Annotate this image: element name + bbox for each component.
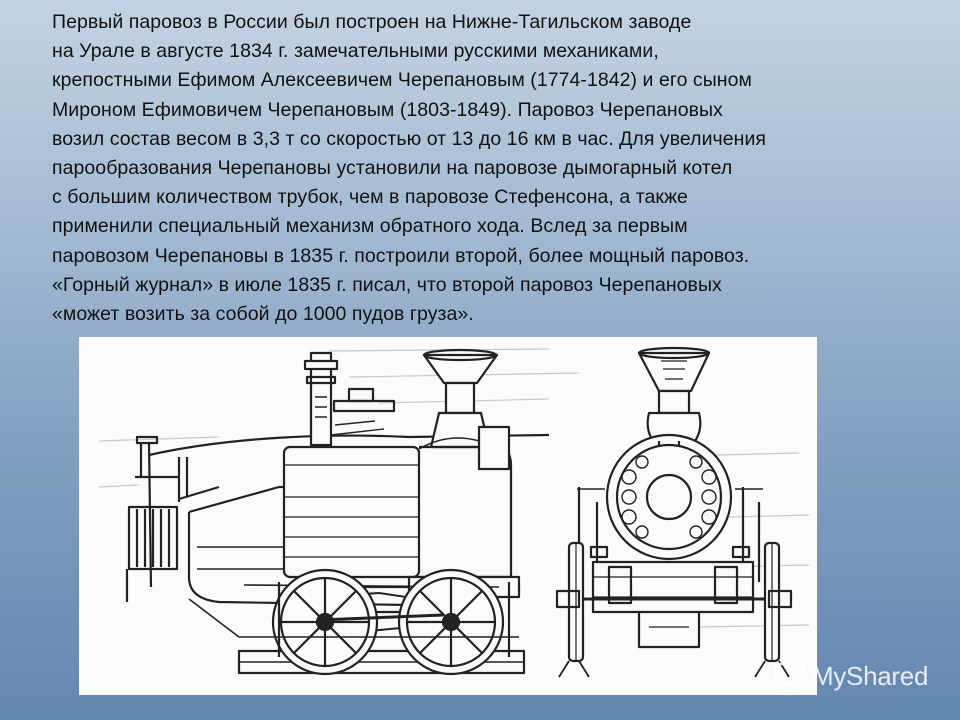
- watermark-text: MyShared: [812, 660, 929, 691]
- side-wheel-front: [399, 570, 503, 674]
- text-line: Первый паровоз в России был построен на Нижне-Тагильском заводе: [52, 11, 692, 33]
- myshared-logo-icon: [772, 661, 806, 691]
- locomotive-side-view: [127, 350, 549, 674]
- watermark: [772, 656, 947, 696]
- text-line: с большим количеством трубок, чем в паровозе Стефенсона, а также: [52, 186, 688, 209]
- side-wheel-rear: [273, 570, 377, 674]
- text-line: Мироном Ефимовичем Черепановым (1803-1849). Паровоз Черепановых: [52, 98, 723, 121]
- text-line: крепостными Ефимом Алексеевичем Черепановым (1774-1842) и его сыном: [52, 69, 752, 92]
- slide-text: [52, 8, 942, 329]
- text-line: «Горный журнал» в июле 1835 г. писал, что второй паровоз Черепановых: [52, 273, 722, 296]
- front-wheel-right: [765, 543, 779, 661]
- locomotive-drawing: [79, 337, 817, 695]
- text-line: применили специальный механизм обратного хода. Вслед за первым: [52, 215, 688, 238]
- text-line: «может возить за собой до 1000 пудов груза».: [52, 303, 474, 326]
- text-line: парообразования Черепановы установили на паровозе дымогарный котел: [52, 157, 733, 180]
- front-wheel-left: [569, 543, 583, 661]
- locomotive-front-view: [557, 348, 791, 677]
- text-line: на Урале в августе 1834 г. замечательными русскими механиками,: [52, 40, 659, 63]
- text-line: паровозом Черепановы в 1835 г. построили второй, более мощный паровоз.: [52, 244, 750, 267]
- text-line: возил состав весом в 3,3 т со скоростью от 13 до 16 км в час. Для увеличения: [52, 127, 767, 150]
